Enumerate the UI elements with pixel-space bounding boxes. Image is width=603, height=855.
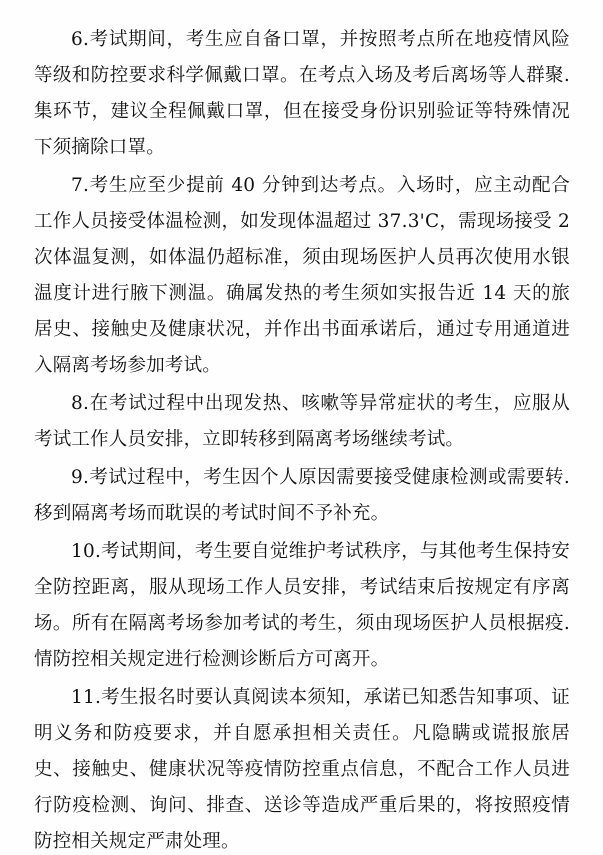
paragraph-7: 7.考生应至少提前 40 分钟到达考点。入场时，应主动配合工作人员接受体温检测，如发现体温超过 37.3'C，需现场接受 2 次体温复测，如体温仍超标准，须由现场医护人员再次使用水银温度计进行腋下测温。确属发热的考生须如实报告近 14 天的旅居史、接触史及健康状况，并作出书面承诺后，通过专用通道进入隔离考场参加考试。 xyxy=(34,175,577,376)
paragraph-11: 11.考生报名时要认真阅读本须知，承诺已知悉告知事项、证明义务和防疫要求，并自愿承担相关责任。凡隐瞒或谎报旅居史、接触史、健康状况等疫情防控重点信息，不配合工作人员进行防疫检测、询问、排查、送诊等造成严重后果的，将按照疫情防控相关规定严肃处理。 xyxy=(34,687,570,852)
paragraph-9: 9.考试过程中，考生因个人原因需要接受健康检测或需要转.移到隔离考场而耽误的考试时间不予补充。 xyxy=(34,467,570,524)
paragraph-8: 8.在考试过程中出现发热、咳嗽等异常症状的考生，应服从考试工作人员安排，立即转移到隔离考场继续考试。 xyxy=(34,393,570,450)
document-body xyxy=(34,22,577,855)
paragraph-6: 6.考试期间，考生应自备口罩，并按照考点所在地疫情风险等级和防控要求科学佩戴口罩。在考点入场及考后离场等人群聚.集环节，建议全程佩戴口罩，但在接受身份识别验证等特殊情况下须摘除口罩。 xyxy=(34,29,570,158)
paragraph-10: 10.考试期间，考生要自觉维护考试秩序，与其他考生保持安全防控距离，服从现场工作人员安排，考试结束后按规定有序离场。所有在隔离考场参加考试的考生，须由现场医护人员根据疫.情防控相关规定进行检测诊断后方可离开。 xyxy=(34,541,570,670)
